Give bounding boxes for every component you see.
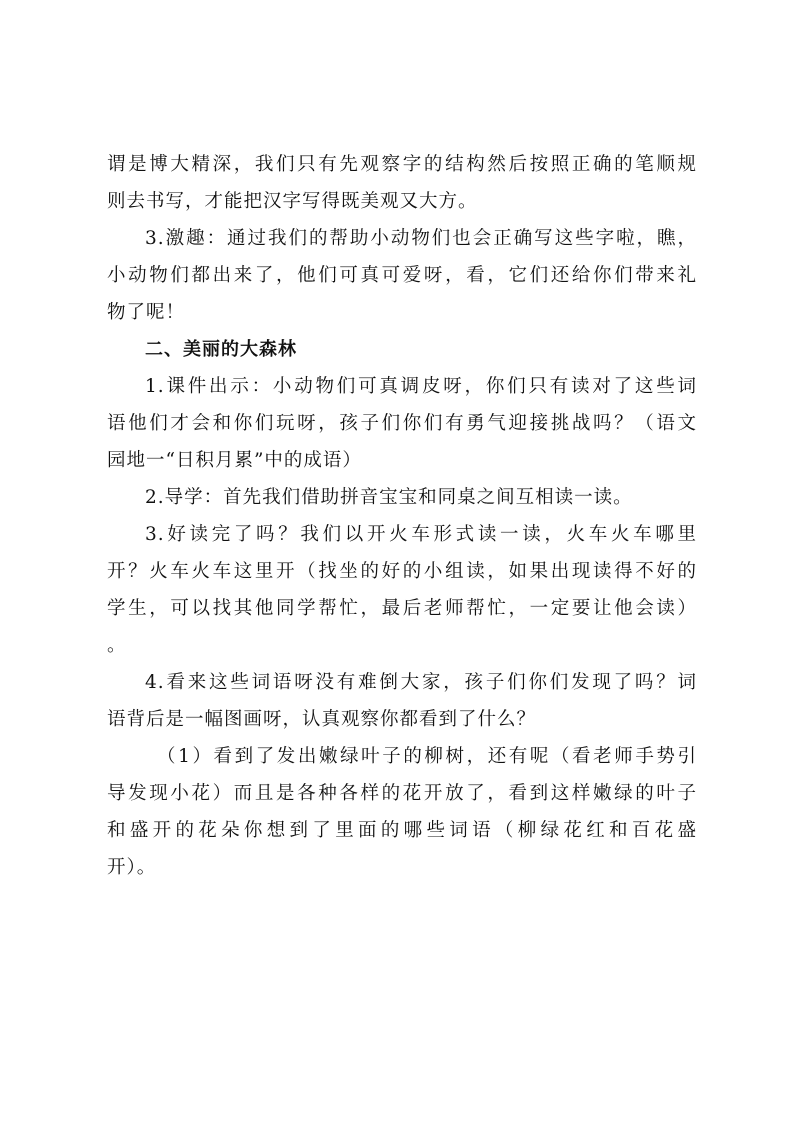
- paragraph-line: 小动物们都出来了，他们可真可爱呀，看，它们还给你们带来礼: [107, 265, 697, 286]
- paragraph-7: [107, 738, 697, 886]
- paragraph-line: 语背后是一幅图画呀，认真观察你都看到了什么？: [107, 709, 537, 730]
- section-heading: 二、美丽的大森林: [145, 339, 297, 360]
- paragraph-line: 开）。: [107, 857, 157, 878]
- paragraph-line: 则去书写，才能把汉字写得既美观又大方。: [107, 191, 478, 212]
- paragraph-3: [107, 368, 697, 479]
- paragraph-line: 3.激趣：通过我们的帮助小动物们也会正确写这些字啦，瞧，: [145, 228, 697, 249]
- paragraph-line: 2.导学：首先我们借助拼音宝宝和同桌之间互相读一读。: [145, 487, 633, 508]
- paragraph-line: 园地一“日积月累”中的成语）: [107, 450, 362, 471]
- paragraph-line: 4.看来这些词语呀没有难倒大家，孩子们你们发现了吗？词: [145, 672, 697, 693]
- paragraph-line: 。: [107, 635, 127, 656]
- paragraph-line: 3.好读完了吗？我们以开火车形式读一读，火车火车哪里: [145, 524, 697, 545]
- paragraph-line: （1）看到了发出嫩绿叶子的柳树，还有呢（看老师手势引: [157, 746, 697, 767]
- paragraph-line: 1.课件出示：小动物们可真调皮呀，你们只有读对了这些词: [145, 376, 697, 397]
- paragraph-4: [107, 479, 697, 516]
- paragraph-line: 语他们才会和你们玩呀，孩子们你们有勇气迎接挑战吗？（语文: [107, 413, 697, 434]
- paragraph-line: 谓是博大精深，我们只有先观察字的结构然后按照正确的笔顺规: [107, 154, 697, 175]
- paragraph-line: 学生，可以找其他同学帮忙，最后老师帮忙，一定要让他会读）: [107, 598, 697, 619]
- paragraph-line: 导发现小花）而且是各种各样的花开放了，看到这样嫩绿的叶子: [107, 783, 697, 804]
- paragraph-5: [107, 516, 697, 664]
- paragraph-line: 开？火车火车这里开（找坐的好的小组读，如果出现读得不好的: [107, 561, 697, 582]
- paragraph-line: 物了呢！: [107, 302, 186, 323]
- paragraph-2: [107, 220, 697, 331]
- paragraph-1: [107, 146, 697, 220]
- paragraph-line: 和盛开的花朵你想到了里面的哪些词语（柳绿花红和百花盛: [107, 820, 697, 841]
- paragraph-6: [107, 664, 697, 738]
- document-body: [107, 146, 697, 886]
